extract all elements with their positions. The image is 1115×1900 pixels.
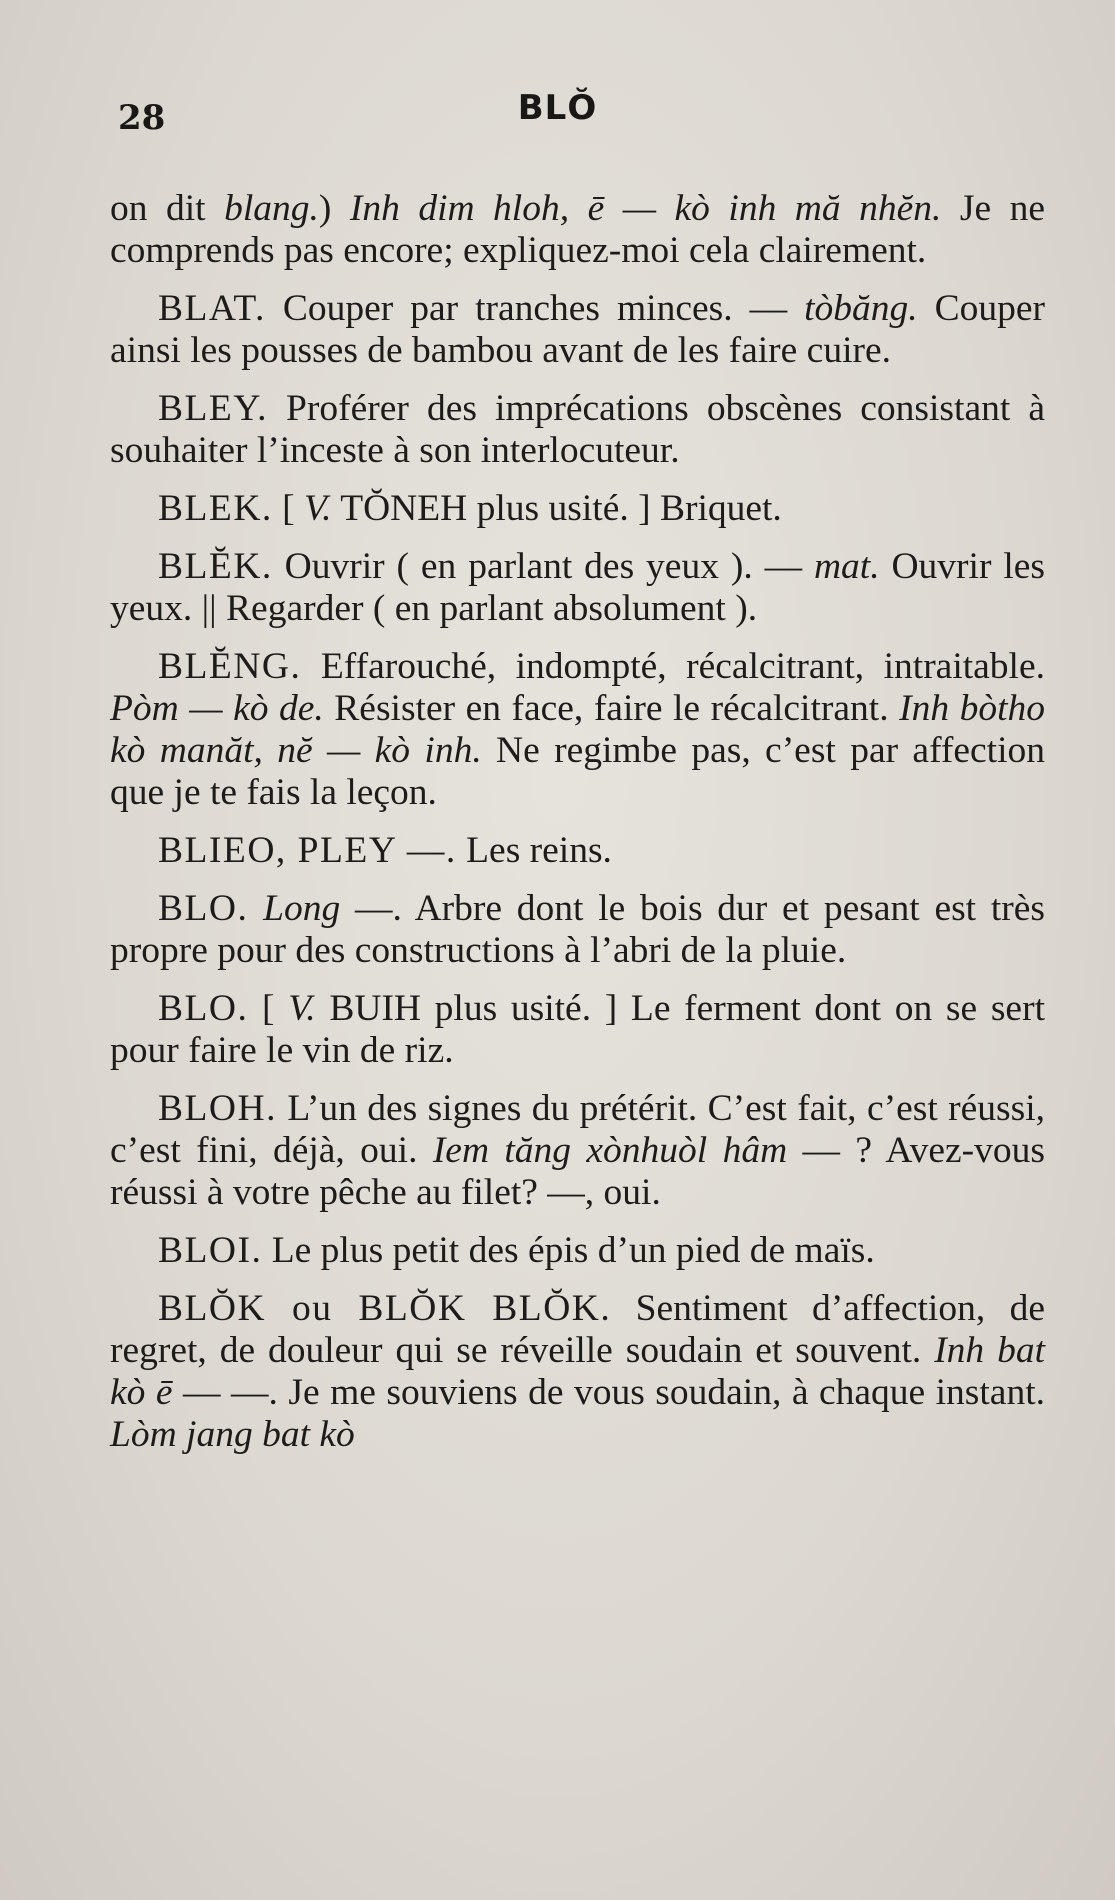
dictionary-text [110, 188, 1045, 1472]
text-run [248, 888, 263, 929]
headword: BLIEO, PLEY —. [158, 830, 457, 871]
italic-run: Inh bòtho kò manăt, nĕ — kò inh. [110, 688, 1045, 771]
text-run: ) [318, 188, 350, 229]
italic-run: Lòm jang bat kò [110, 1414, 355, 1455]
text-run: [ [272, 488, 305, 529]
text-run: TŎNEH plus usité. ] Briquet. [331, 488, 782, 529]
italic-run: Long [263, 888, 341, 929]
entry-bleng [110, 646, 1045, 814]
italic-run: V. [304, 488, 332, 529]
text-run: Proférer des imprécations obscènes consistant à souhaiter l’inceste à son interlocuteur. [110, 388, 1045, 471]
italic-run: Iem tăng xònhuòl hâm [432, 1130, 788, 1171]
headword: BLEK. [158, 488, 273, 529]
italic-run: Pòm — kò de. [110, 688, 324, 729]
headword: BLOH. [158, 1088, 277, 1129]
text-run: on dit [110, 188, 225, 229]
text-run: Sentiment d’affection, de regret, de douleur qui se réveille soudain et souvent. [110, 1288, 1045, 1371]
entry-blek-2 [110, 546, 1045, 630]
entry-bloh [110, 1088, 1045, 1214]
text-run: Couper ainsi les pousses de bambou avant de les faire cuire. [110, 288, 1045, 371]
headword: BLO. [158, 988, 249, 1029]
text-run: Résister en face, faire le récalcitrant. [323, 688, 900, 729]
headword: BLO. [158, 888, 249, 929]
headword: BLĔK. [158, 546, 273, 587]
entry-continuation [110, 188, 1045, 272]
text-run: Ouvrir ( en parlant des yeux ). — [272, 546, 814, 587]
text-run: Les reins. [456, 830, 612, 871]
text-run: —. Arbre dont le bois dur et pesant est très propre pour des constructions à l’abri de la pluie. [110, 888, 1046, 971]
italic-run: V. [288, 988, 316, 1029]
text-run: — ? Avez-vous réussi à votre pêche au filet? —, oui. [110, 1130, 1045, 1213]
entry-blo-2 [110, 988, 1045, 1072]
page-number: 28 [118, 98, 166, 138]
italic-run: mat. [813, 546, 880, 587]
headword: BLŎK ou BLŎK BLŎK. [158, 1288, 612, 1329]
text-run: L’un des signes du prétérit. C’est fait, c’est réussi, c’est fini, déjà, oui. [110, 1088, 1045, 1171]
italic-run: blang. [224, 188, 319, 229]
entry-bloi [110, 1230, 1045, 1272]
headword: BLEY. [158, 388, 268, 429]
text-run: Effarouché, indompté, récalcitrant, intraitable. [301, 646, 1045, 687]
entry-blek [110, 488, 1045, 530]
headword: BLĔNG. [158, 646, 302, 687]
text-run: BUIH plus usité. ] Le ferment dont on se sert pour faire le vin de riz. [110, 988, 1045, 1071]
italic-run: Inh dim hloh, ē — kò inh mă nhĕn. [349, 188, 942, 229]
headword: BLAT. [158, 288, 266, 329]
italic-run: tòbăng. [804, 288, 918, 329]
text-run: [ [248, 988, 289, 1029]
text-run: Je ne comprends pas encore; expliquez-moi cela clairement. [110, 188, 1046, 271]
entry-blo-1 [110, 888, 1045, 972]
entry-bley [110, 388, 1045, 472]
text-run: Ouvrir les yeux. || Regarder ( en parlant absolument ). [110, 546, 1045, 629]
italic-run: Inh bat kò ē [110, 1330, 1045, 1413]
running-head: BLŎ [517, 88, 598, 128]
headword: BLOI. [158, 1230, 263, 1271]
entry-blat [110, 288, 1045, 372]
entry-blok [110, 1288, 1045, 1456]
entry-blieo [110, 830, 1045, 872]
text-run: Couper par tranches minces. — [265, 288, 805, 329]
text-run: — —. Je me souviens de vous soudain, à chaque instant. [172, 1372, 1045, 1413]
text-run: Le plus petit des épis d’un pied de maïs. [262, 1230, 875, 1271]
text-run: Ne regimbe pas, c’est par affection que je te fais la leçon. [110, 730, 1045, 813]
